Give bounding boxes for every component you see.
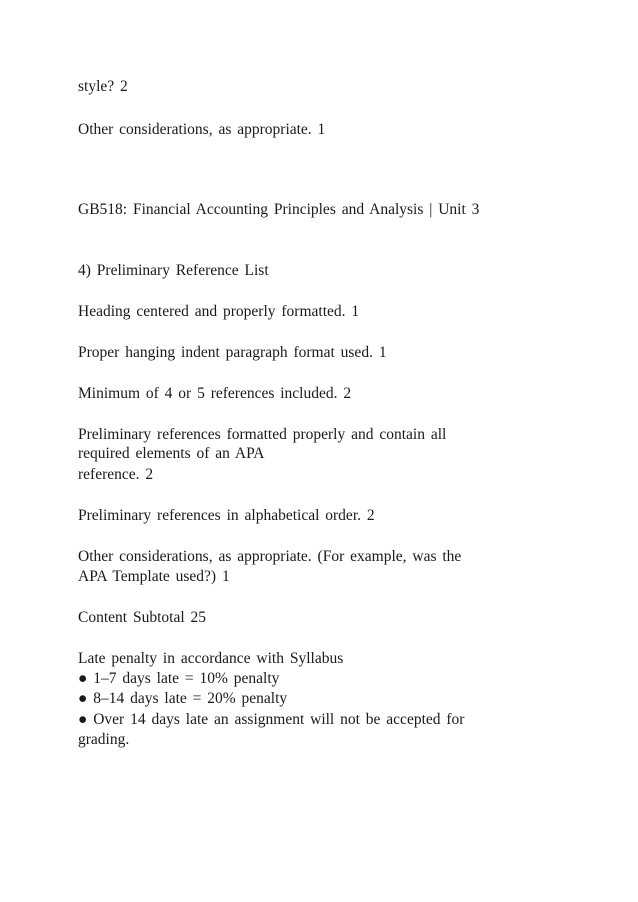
rubric-item-formatting-line-3: reference. 2 <box>78 466 154 483</box>
rubric-item-other-line-1: Other considerations, as appropriate. (For example, was the <box>78 548 462 565</box>
course-header: GB518: Financial Accounting Principles and Analysis | Unit 3 <box>78 201 480 218</box>
rubric-item-style: style? 2 <box>78 78 128 95</box>
rubric-item-alphabetical: Preliminary references in alphabetical order. 2 <box>78 507 375 524</box>
late-penalty-item: ● 1–7 days late = 10% penalty <box>78 670 280 687</box>
late-penalty-heading: Late penalty in accordance with Syllabus <box>78 650 344 667</box>
late-penalty-item: ● 8–14 days late = 20% penalty <box>78 690 288 707</box>
rubric-item-formatting-line-2: required elements of an APA <box>78 445 265 462</box>
rubric-item-minimum-references: Minimum of 4 or 5 references included. 2 <box>78 385 352 402</box>
rubric-item-formatting-line-1: Preliminary references formatted properly and contain all <box>78 426 447 443</box>
rubric-item-hanging-indent: Proper hanging indent paragraph format used. 1 <box>78 344 387 361</box>
rubric-item-heading: Heading centered and properly formatted. 1 <box>78 303 360 320</box>
late-penalty-item-continued: grading. <box>78 731 130 748</box>
content-subtotal: Content Subtotal 25 <box>78 609 206 626</box>
rubric-item-other-considerations: Other considerations, as appropriate. 1 <box>78 121 326 138</box>
rubric-item-other-line-2: APA Template used?) 1 <box>78 568 230 585</box>
section-heading: 4) Preliminary Reference List <box>78 262 269 279</box>
late-penalty-item: ● Over 14 days late an assignment will not be accepted for <box>78 711 465 728</box>
